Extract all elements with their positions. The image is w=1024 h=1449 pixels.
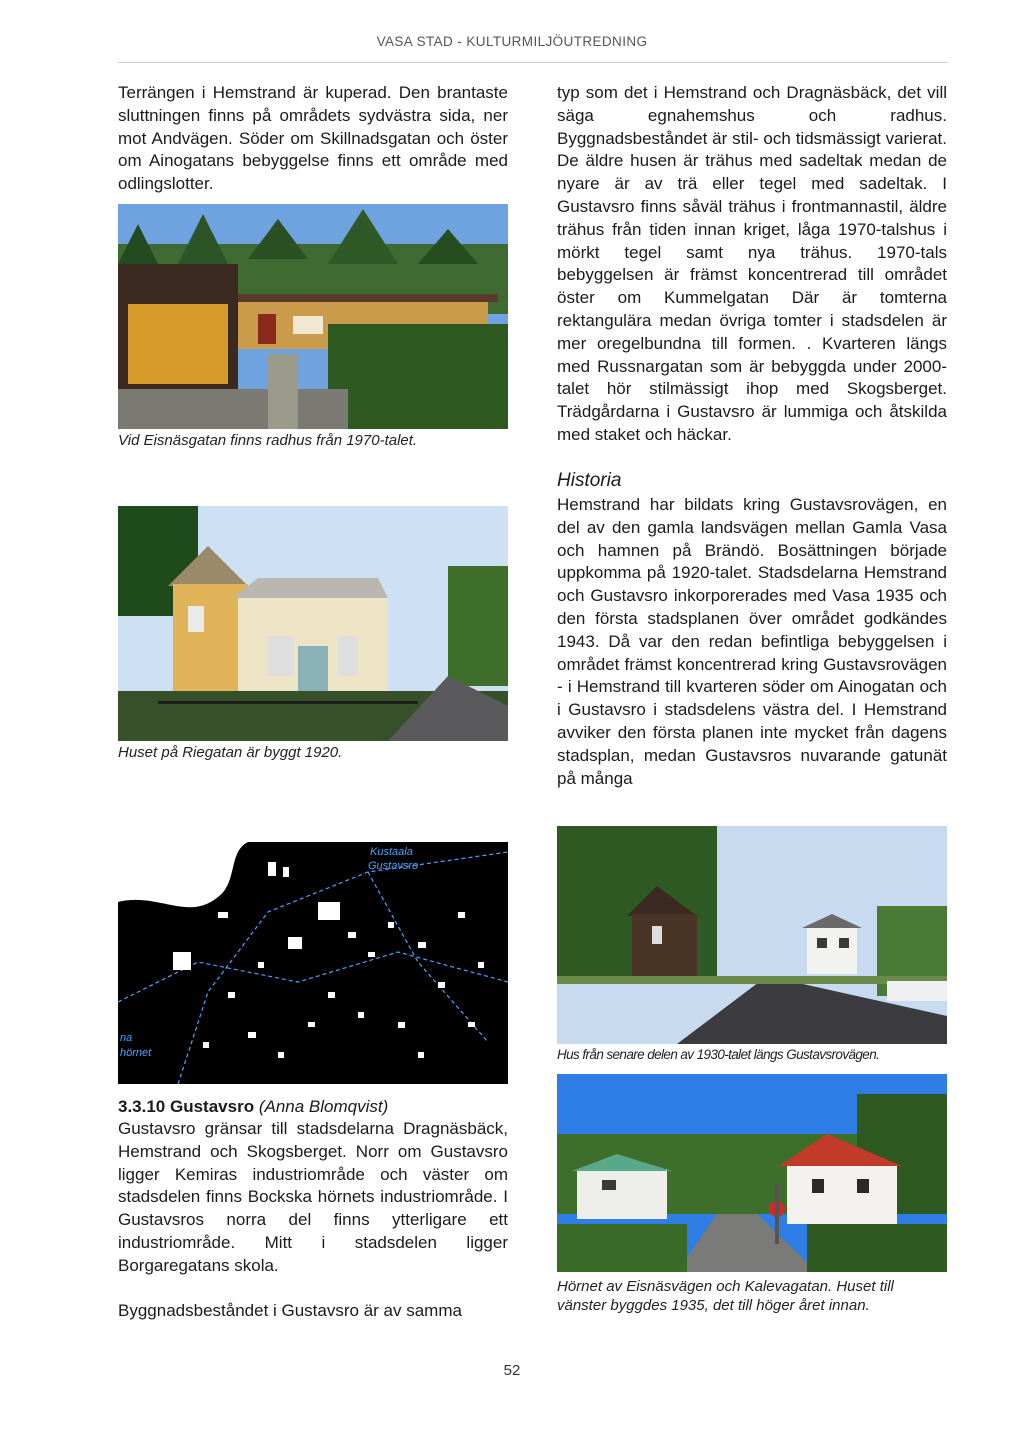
photo-eisnasvagen-corner — [557, 1074, 947, 1272]
section-number: 3.3.10 — [118, 1097, 166, 1116]
section-name: Gustavsro — [170, 1097, 255, 1116]
photo-gustavsrovagen — [557, 826, 947, 1044]
caption-gustavsrovagen: Hus från senare delen av 1930-talet längs Gustavsrovägen. — [557, 1047, 880, 1062]
caption-rowhouses: Vid Eisnäsgatan finns radhus från 1970-talet. — [118, 432, 418, 449]
section-paragraph: Gustavsro gränsar till stadsdelarna Dragnäsbäck, Hemstrand och Skogsberget. Norr om Gustavsro ligger Kemiras industriområde och väster om stadsdelen finns Bockska hörnets industriområde. I Gustavsros norra del finns ytterligare ett industriområde. Mitt i stadsdelen ligger Borgaregatans skola. — [118, 1119, 508, 1275]
section-heading — [118, 1097, 508, 1117]
page-number: 52 — [503, 1362, 521, 1379]
caption-eisnasvagen-corner: Hörnet av Eisnäsvägen och Kalevagatan. Huset till vänster byggdes 1935, det till höger året innan. — [557, 1278, 894, 1314]
history-heading: Historia — [557, 470, 622, 491]
history-paragraph: Hemstrand har bildats kring Gustavsrovägen, en del av den gamla landsvägen mellan Gamla Vasa och hamnen på Brändö. Bosättningen började uppkomma på 1920-talet. Stadsdelarna Hemstrand och Gustavsro inkorporerades med Vasa 1935 och den första stadsplanen över området godkändes 1943. Då var den redan befintliga bebyggelsen i området främst koncentrerad kring Gustavsrovägen - i Hemstrand till kvarteren söder om Ainogatan och i Gustavsro i stadsdelens västra del. I Hemstrand avviker den första planen inte mycket från dagens stadsplan, medan Gustavsros nuvarande gatunät på många — [557, 495, 947, 788]
page-header: VASA STAD - KULTURMILJÖUTREDNING — [376, 34, 648, 49]
map-gustavsro — [118, 842, 508, 1084]
photo-rowhouses — [118, 204, 508, 429]
header-rule — [118, 62, 948, 63]
photo-riegatan-house — [118, 506, 508, 741]
caption-riegatan: Huset på Riegatan är byggt 1920. — [118, 744, 343, 761]
section-author: (Anna Blomqvist) — [258, 1097, 389, 1116]
intro-paragraph: Terrängen i Hemstrand är kuperad. Den brantaste sluttningen finns på områdets sydvästra sida, ner mot Andvägen. Söder om Skillnadsgatan och öster om Ainogatans bebyggelse finns ett område med odlingslotter. — [118, 83, 508, 194]
building-paragraph: typ som det i Hemstrand och Dragnäsbäck, det vill säga egnahemshus och radhus. Byggnadsbeståndet är stil- och tidsmässigt varierat. De äldre husen är trähus med sadeltak medan de nyare är av trä eller tegel med sadeltak. I Gustavsro finns såväl trähus i frontmannastil, äldre trähus från tiden innan kriget, låga 1970-talshus i mörkt tegel samt nya trähus. 1970-tals bebyggelsen är främst koncentrerad till området öster om Kummelgatan Där är tomterna rektangulära medan övriga tomter i stadsdelen är mer oregelbundna till formen. . Kvarteren längs med Russnargatan som är bebyggda under 2000-talet hör stilmässigt ihop med Skogsberget. Trädgårdarna i Gustavsro är lummiga och åtskilda med staket och häckar. — [557, 83, 947, 444]
map-label-left2: hörnet — [120, 1047, 152, 1059]
map-label-left1: na — [120, 1032, 133, 1044]
map-label-gustavsro: Gustavsro — [368, 860, 419, 872]
map-label-kustaala: Kustaala — [370, 846, 413, 858]
section-paragraph-continued: Byggnadsbeståndet i Gustavsro är av samma — [118, 1301, 462, 1320]
